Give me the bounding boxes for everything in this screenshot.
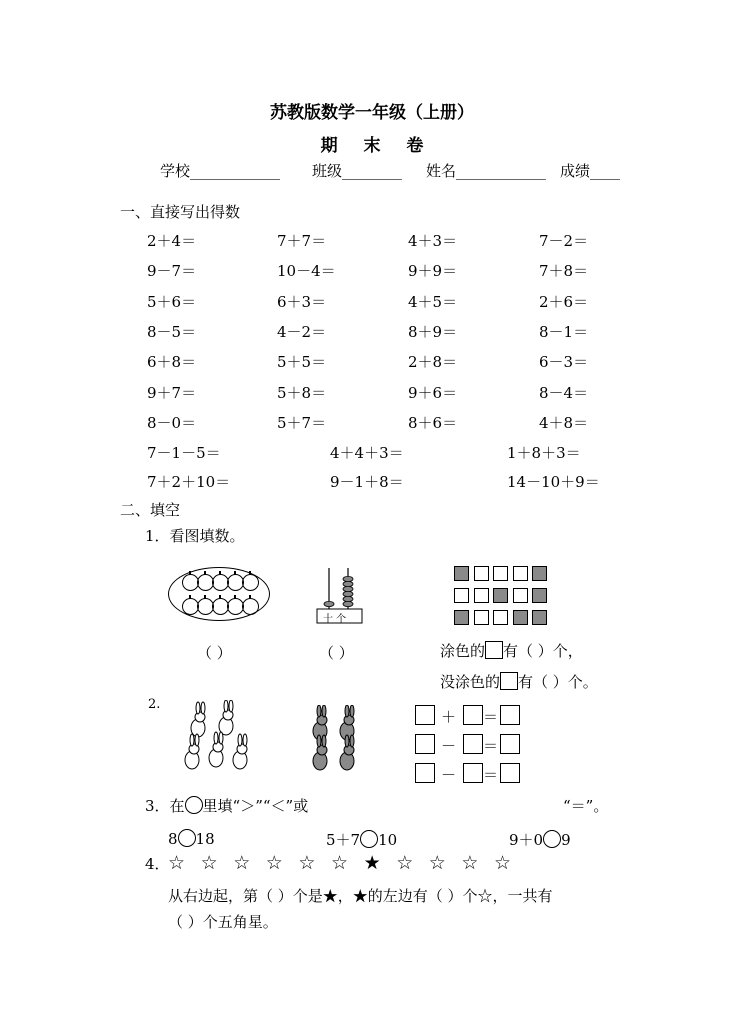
equation[interactable]: 8－4＝ xyxy=(539,383,589,402)
answer-box[interactable] xyxy=(463,705,483,725)
equation[interactable]: 2＋6＝ xyxy=(539,292,589,311)
equation[interactable]: 5＋7＝ xyxy=(277,413,327,432)
compare-right: 18 xyxy=(195,830,215,848)
name-field[interactable] xyxy=(426,160,546,181)
equation[interactable]: 9＋7＝ xyxy=(147,383,197,402)
section1-title: 一、直接写出得数 xyxy=(120,203,241,221)
score-blank[interactable]: ____ xyxy=(590,162,621,180)
q4-line2[interactable]: （ ）个五角星。 xyxy=(168,913,278,931)
equation[interactable]: 7＋8＝ xyxy=(539,262,589,281)
shaded-square xyxy=(454,610,469,625)
answer-box[interactable] xyxy=(415,705,435,725)
school-field[interactable] xyxy=(160,160,280,181)
equation[interactable]: 5＋6＝ xyxy=(147,292,197,311)
equation[interactable]: 10－4＝ xyxy=(277,262,336,281)
answer-box[interactable] xyxy=(500,705,520,725)
shaded-question xyxy=(440,640,583,661)
rabbits-white-icon xyxy=(180,700,260,775)
answer-box[interactable] xyxy=(463,763,483,783)
compare-left: 5＋7 xyxy=(326,831,361,849)
shaded-square xyxy=(532,610,547,625)
page-subtitle xyxy=(0,131,744,156)
compare-right: 10 xyxy=(378,831,398,849)
apple-answer-paren[interactable]: （ ） xyxy=(197,644,232,662)
equation[interactable]: 2＋8＝ xyxy=(408,353,458,372)
circle-symbol xyxy=(185,796,203,814)
apple-icon xyxy=(242,574,259,591)
name-label: 姓名 xyxy=(426,162,457,180)
compare-left: 8 xyxy=(168,830,178,848)
equation[interactable]: 1＋8＋3＝ xyxy=(507,444,581,462)
empty-square xyxy=(493,566,508,581)
compare-circle[interactable] xyxy=(360,830,378,848)
star-icon: ☆ xyxy=(265,852,283,874)
shaded-square xyxy=(532,588,547,603)
equation[interactable]: 9＋6＝ xyxy=(408,383,458,402)
class-label: 班级 xyxy=(312,162,343,180)
q3-instr-text: 里填“＞”“＜”或 xyxy=(202,797,309,815)
q3-instruction xyxy=(145,795,308,816)
equation[interactable]: 6＋3＝ xyxy=(277,292,327,311)
apple-icon xyxy=(242,598,259,615)
equation[interactable]: 7＋7＝ xyxy=(277,232,327,250)
abacus-answer-paren[interactable]: （ ） xyxy=(319,644,354,662)
section2-title: 二、填空 xyxy=(120,501,181,519)
score-field[interactable] xyxy=(560,160,620,181)
operator: － xyxy=(441,737,457,755)
unshaded-text: 没涂色的 xyxy=(440,673,501,691)
star-icon: ☆ xyxy=(494,852,512,874)
equation[interactable]: 9＋9＝ xyxy=(408,262,458,281)
equation[interactable]: 4＋3＝ xyxy=(408,232,458,250)
star-icon: ☆ xyxy=(200,852,218,874)
compare-left: 9＋0 xyxy=(509,831,544,849)
equation[interactable]: 9－1＋8＝ xyxy=(330,473,404,491)
star-icon: ☆ xyxy=(428,852,446,874)
equation[interactable]: 4＋8＝ xyxy=(539,413,589,432)
star-icon: ☆ xyxy=(396,852,414,874)
empty-square xyxy=(454,588,469,603)
equation[interactable]: 4－2＝ xyxy=(277,322,327,341)
compare-circle[interactable] xyxy=(178,829,196,847)
shaded-square xyxy=(532,566,547,581)
empty-square xyxy=(474,588,489,603)
subtitle-char: 末 xyxy=(363,136,381,156)
subtitle-char: 卷 xyxy=(406,136,424,156)
page-title: 苏教版数学一年级（上册） xyxy=(270,103,474,123)
abacus-label: 十 个 xyxy=(323,614,347,625)
empty-square xyxy=(474,566,489,581)
shaded-square xyxy=(454,566,469,581)
compare-item xyxy=(326,829,397,850)
star-icon: ☆ xyxy=(168,852,186,874)
q1-label: 1．看图填数。 xyxy=(145,527,245,545)
equation[interactable]: 7－1－5＝ xyxy=(147,444,221,462)
star-icon: ☆ xyxy=(461,852,479,874)
shaded-square xyxy=(513,610,528,625)
shaded-square xyxy=(493,588,508,603)
compare-circle[interactable] xyxy=(543,830,561,848)
equation[interactable]: 8－0＝ xyxy=(147,413,197,432)
class-field[interactable] xyxy=(312,160,402,181)
answer-box[interactable] xyxy=(463,734,483,754)
q3-label: 3．在 xyxy=(145,797,185,815)
shaded-answer-text[interactable]: 有（ ）个， xyxy=(503,642,583,660)
equation[interactable]: 7－2＝ xyxy=(539,232,589,250)
star-icon: ☆ xyxy=(331,852,349,874)
equation[interactable]: 4＋4＋3＝ xyxy=(330,444,404,462)
rabbits-gray-icon xyxy=(305,705,365,775)
equation[interactable]: 5＋5＝ xyxy=(277,353,327,372)
operator: ＋ xyxy=(441,708,457,726)
equation[interactable]: 9－7＝ xyxy=(147,262,197,281)
answer-box[interactable] xyxy=(415,734,435,754)
filled-star-icon: ★ xyxy=(363,852,381,874)
compare-item xyxy=(509,829,571,850)
equation[interactable]: 4＋5＝ xyxy=(408,292,458,311)
equation[interactable]: 6－3＝ xyxy=(539,353,589,372)
equation[interactable]: 8－1＝ xyxy=(539,322,589,341)
equation[interactable]: 6＋8＝ xyxy=(147,353,197,372)
empty-square xyxy=(513,588,528,603)
compare-item xyxy=(168,829,215,848)
equals-sign: ＝ xyxy=(483,737,499,755)
equation[interactable]: 5＋8＝ xyxy=(277,383,327,402)
name-blank[interactable]: ____________ xyxy=(456,162,547,180)
square-symbol xyxy=(485,641,503,659)
q4-line1[interactable]: 从右边起，第（ ）个是★，★的左边有（ ）个☆，一共有 xyxy=(168,887,553,905)
empty-square xyxy=(474,610,489,625)
answer-box[interactable] xyxy=(500,734,520,754)
empty-square xyxy=(513,566,528,581)
school-blank[interactable]: ____________ xyxy=(190,162,281,180)
school-label: 学校 xyxy=(160,162,191,180)
equation[interactable]: 7＋2＋10＝ xyxy=(147,473,231,491)
star-icon: ☆ xyxy=(233,852,251,874)
unshaded-answer-text[interactable]: 有（ ）个。 xyxy=(518,673,598,691)
score-label: 成绩 xyxy=(560,162,591,180)
compare-right: 9 xyxy=(561,831,571,849)
equation[interactable]: 8＋9＝ xyxy=(408,322,458,341)
equation[interactable]: 2＋4＝ xyxy=(147,232,197,250)
operator: － xyxy=(441,766,457,784)
shaded-text: 涂色的 xyxy=(440,642,486,660)
q4-label: 4． xyxy=(145,855,170,873)
answer-box[interactable] xyxy=(415,763,435,783)
subtitle-char: 期 xyxy=(320,136,338,156)
square-symbol xyxy=(500,672,518,690)
equation[interactable]: 8＋6＝ xyxy=(408,413,458,432)
q2-label: 2. xyxy=(148,697,161,712)
class-blank[interactable]: ________ xyxy=(342,162,403,180)
equals-sign: ＝ xyxy=(483,766,499,784)
empty-square xyxy=(493,610,508,625)
equation[interactable]: 8－5＝ xyxy=(147,322,197,341)
star-icon: ☆ xyxy=(298,852,316,874)
equation[interactable]: 14－10＋9＝ xyxy=(507,473,600,491)
q3-instr-end: “＝”。 xyxy=(563,797,609,815)
answer-box[interactable] xyxy=(500,763,520,783)
equals-sign: ＝ xyxy=(483,708,499,726)
unshaded-question xyxy=(440,671,598,692)
